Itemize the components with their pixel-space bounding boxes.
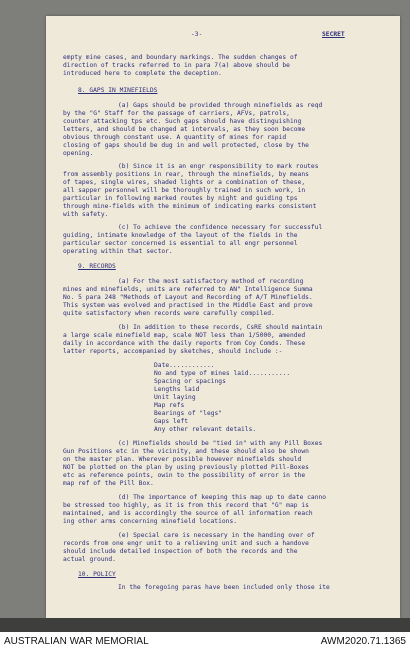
text-line: etc as reference points, owin to the possibility of error in the	[63, 472, 306, 479]
text-line: obvious through constant use. A quantity of mines for rapid	[63, 134, 287, 141]
list-item: Gaps left	[154, 418, 189, 425]
section-heading: 8. GAPS IN MINEFIELDS	[78, 87, 158, 94]
text-line: latter reports, accompanied by sketches, should include :-	[63, 348, 283, 355]
list-item: Bearings of "legs"	[154, 410, 223, 417]
text-line: particular sector concerned is essential to all engr personnel	[63, 240, 298, 247]
text-line: operating within that sector.	[63, 248, 173, 255]
text-line: all sapper personnel will be thoroughly trained in such work, in	[63, 187, 306, 194]
text-line: (a) Gaps should be provided through minefields as reqd	[118, 102, 323, 109]
list-item: Unit laying	[154, 394, 196, 401]
archive-reference: AWM2020.71.1365	[320, 636, 406, 647]
text-line: be stressed too highly, as it is from this record that "G" map is	[63, 502, 309, 509]
archive-source: AUSTRALIAN WAR MEMORIAL	[4, 636, 149, 647]
list-item: Any other relevant details.	[154, 426, 257, 433]
text-line: from assembly positions in rear, through the minefields, by means	[63, 171, 309, 178]
text-line: quite satisfactory when records were carefully compiled.	[63, 310, 275, 317]
text-line: (a) For the most satisfactory method of recording	[118, 278, 304, 285]
text-line: daily in accordance with the daily reports from Coy Comds. These	[63, 340, 306, 347]
text-line: (b) In addition to these records, CsRE should maintain	[118, 324, 323, 331]
classification-marking: SECRET	[322, 31, 345, 38]
text-line: This system was evolved and practised in the Middle East and prove	[63, 302, 313, 309]
text-line: (c) Minefields should be "tied in" with any Pill Boxes	[118, 440, 323, 447]
archive-footer	[0, 632, 410, 653]
text-line: NOT be plotted on the plan by using previously plotted Pill-Boxes	[63, 464, 309, 471]
text-line: a large scale minefield map, scale NOT less than 1/5000, amended	[63, 332, 306, 339]
text-line: maintained, and is accordingly the source of all information reach	[63, 510, 313, 517]
section-heading: 10. POLICY	[78, 571, 116, 578]
scan-background-strip	[0, 618, 410, 632]
text-line: actual ground.	[63, 556, 116, 563]
list-item: Spacing or spacings	[154, 378, 226, 385]
text-line: No. 5 para 248 "Methods of Layout and Recording of A/T Minefields.	[63, 294, 313, 301]
text-line: with safety.	[63, 211, 109, 218]
text-line: mines and minefields, units are referred to AN" Intelligence Summa	[63, 286, 313, 293]
list-item: Map refs	[154, 402, 185, 409]
text-line: through mine-fields with the minimum of indicating marks consistent	[63, 203, 317, 210]
text-line: of tapes, single wires, shaded lights or a combination of these,	[63, 179, 306, 186]
text-line: Gun Positions etc in the vicinity, and these should also be shown	[63, 448, 309, 455]
text-line: by the "G" Staff for the passage of carriers, AFVs, patrols,	[63, 110, 290, 117]
text-line: opening.	[63, 150, 94, 157]
text-line: guiding, intimate knowledge of the layout of the fields in the	[63, 232, 298, 239]
text-line: In the foregoing paras have been included only those ite	[118, 584, 330, 591]
list-item: Lengths laid	[154, 386, 200, 393]
text-line: closing of gaps should be dug in and well protected, close by the	[63, 142, 309, 149]
document-page	[46, 16, 400, 618]
text-line: (e) Special care is necessary in the handing over of	[118, 532, 315, 539]
text-line: particular in following marked routes by night and guiding tps	[63, 195, 298, 202]
text-line: map ref of the Pill Box.	[63, 480, 154, 487]
text-line: on the master plan. Wherever possible however minefields should	[63, 456, 302, 463]
text-line: (d) The importance of keeping this map up to date canno	[118, 494, 327, 501]
text-line: letters, and should be changed at intervals, as they soon become	[63, 126, 306, 133]
text-line: empty mine cases, and boundary markings. The sudden changes of	[63, 54, 298, 61]
text-line: (c) To achieve the confidence necessary for successful	[118, 224, 323, 231]
section-heading: 9. RECORDS	[78, 263, 116, 270]
list-item: Date............	[154, 362, 215, 369]
text-line: should include detailed inspection of both the records and the	[63, 548, 298, 555]
list-item: No and type of mines laid...........	[154, 370, 291, 377]
text-line: (b) Since it is an engr responsibility to mark routes	[118, 163, 319, 170]
text-line: counter attacking tps etc. Such gaps should have distinguishing	[63, 118, 302, 125]
text-line: direction of tracks referred to in para 7(a) above should be	[63, 62, 290, 69]
text-line: ing other arms concerning minefield locations.	[63, 518, 238, 525]
text-line: introduced here to complete the deception.	[63, 70, 222, 77]
page-number: -3-	[191, 31, 203, 38]
text-line: records from one engr unit to a relieving unit and such a handove	[63, 540, 309, 547]
